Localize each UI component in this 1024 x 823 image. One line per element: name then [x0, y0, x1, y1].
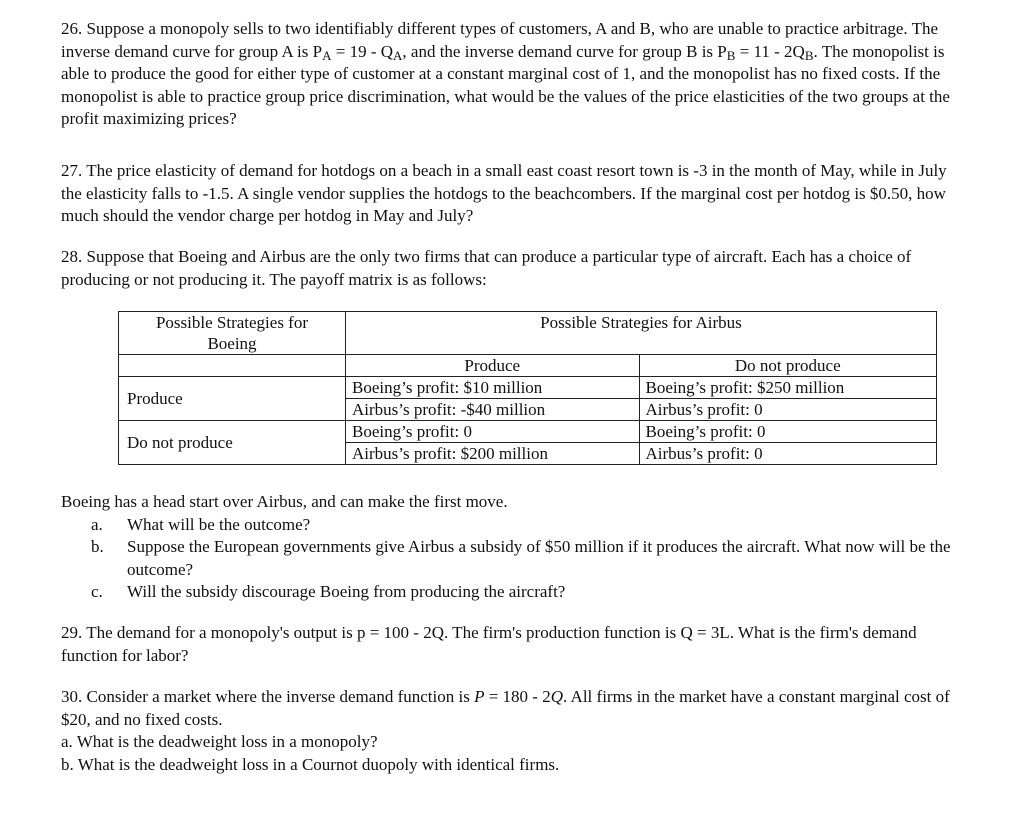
q26-text: = 19 - Q — [331, 41, 394, 61]
subscript-b: B — [804, 47, 814, 63]
q30-stem — [61, 686, 966, 731]
subscript-b: B — [726, 47, 736, 63]
boeing-strategies-header — [119, 312, 346, 355]
followup-text: Boeing has a head start over Airbus, and can make the first move. — [61, 492, 508, 511]
item-label: a. — [91, 514, 103, 534]
q30-text: = 180 - 2 — [484, 687, 551, 706]
payoff-cell: Boeing’s profit: 0 — [639, 421, 937, 443]
question-28-followup — [61, 491, 966, 604]
list-item — [61, 536, 966, 581]
boeing-header-line1: Possible Strategies for — [155, 313, 309, 332]
question-27: 27. The price elasticity of demand for hotdogs on a beach in a small east coast resort town is -3 in the month of May, while in July the elasticity falls to -1.5. A single vendor supplies the hotdogs to the beachcombers. If the marginal cost per hotdog is $0.50, how much should the vendor charge per hotdog in May and July? — [61, 161, 947, 225]
question-26 — [61, 18, 966, 131]
q30-part-b: b. What is the deadweight loss in a Cournot duopoly with identical firms. — [61, 754, 560, 774]
subscript-a: A — [393, 47, 403, 63]
payoff-cell: Boeing’s profit: 0 — [346, 421, 640, 443]
subquestion-list — [61, 514, 966, 604]
item-text: Will the subsidy discourage Boeing from producing the aircraft? — [127, 582, 566, 601]
item-text: Suppose the European governments give Airbus a subsidy of $50 million if it produces the aircraft. What now will be the outcome? — [127, 537, 951, 579]
q26-text: . The monopolist is able to produce the good for either type of customer at a constant marginal cost of 1, and the monopolist has no fixed costs. If the monopolist is able to practice group price discrimination, what would be the values of the price elasticities of the two groups at the profit maximizing prices? — [61, 41, 950, 128]
payoff-cell: Airbus’s profit: $200 million — [346, 443, 640, 465]
airbus-strategies-header: Possible Strategies for Airbus — [346, 312, 937, 355]
question-29: 29. The demand for a monopoly's output is p = 100 - 2Q. The firm's production function is Q = 3L. What is the firm's demand function for labor? — [61, 623, 917, 665]
q30-part-a: a. What is the deadweight loss in a monopoly? — [61, 732, 378, 751]
item-text: What will be the outcome? — [127, 514, 311, 534]
payoff-cell: Airbus’s profit: 0 — [639, 443, 937, 465]
row-label-do-not-produce: Do not produce — [119, 421, 346, 465]
payoff-cell: Airbus’s profit: -$40 million — [346, 399, 640, 421]
payoff-matrix — [118, 311, 937, 465]
variable-q: Q — [550, 687, 563, 706]
column-header-produce: Produce — [346, 355, 640, 377]
question-28: 28. Suppose that Boeing and Airbus are the only two firms that can produce a particular type of aircraft. Each has a choice of producing or not producing it. The payoff matrix is as follows: — [61, 247, 912, 289]
question-30 — [61, 686, 966, 776]
boeing-header-line2: Boeing — [207, 334, 257, 353]
q26-text: , and the inverse demand curve for group B is P — [402, 41, 727, 61]
q30-text: . All firms in the market have a constant marginal cost of $20, and no fixed costs. — [61, 687, 950, 729]
payoff-cell: Boeing’s profit: $10 million — [346, 377, 640, 399]
item-label: b. — [91, 537, 104, 556]
q26-text: 26. Suppose a monopoly sells to two identifiably different types of customers, A and B, who are unable to practice arbitrage. The inverse demand curve for group A is P — [61, 19, 939, 61]
column-header-do-not-produce: Do not produce — [639, 355, 937, 377]
subscript-a: A — [322, 47, 332, 63]
row-label-produce: Produce — [119, 377, 346, 421]
list-item — [61, 581, 966, 604]
payoff-cell: Airbus’s profit: 0 — [639, 399, 937, 421]
q26-text: = 11 - 2Q — [735, 41, 805, 61]
payoff-cell: Boeing’s profit: $250 million — [639, 377, 937, 399]
list-item — [61, 514, 966, 537]
blank-cell — [119, 355, 346, 377]
variable-p: P — [474, 687, 485, 706]
item-label: c. — [91, 582, 103, 601]
q30-text: 30. Consider a market where the inverse demand function is — [61, 687, 475, 706]
